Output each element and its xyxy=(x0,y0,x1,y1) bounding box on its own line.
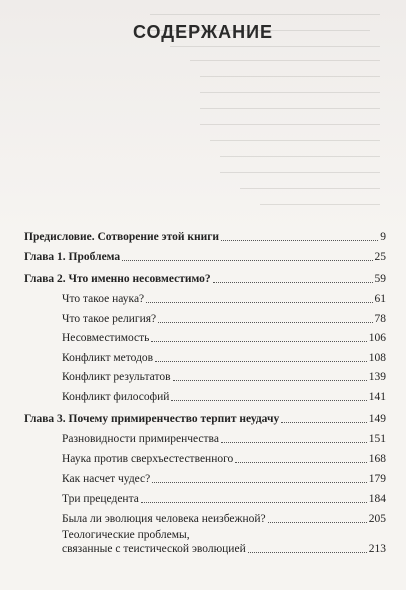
toc-entry-page: 139 xyxy=(368,371,386,383)
toc-entry-section[interactable] xyxy=(62,290,386,306)
dot-leader xyxy=(152,482,366,483)
toc-entry-section[interactable] xyxy=(62,510,386,526)
toc-entry-section-multiline[interactable] xyxy=(62,528,386,556)
toc-entry-label: Что такое наука? xyxy=(62,293,145,305)
toc-entry-page: 149 xyxy=(368,413,386,425)
toc-entry-label: Как насчет чудес? xyxy=(62,473,151,485)
toc-entry-chapter-2[interactable] xyxy=(24,270,386,286)
toc-entry-section[interactable] xyxy=(62,349,386,365)
toc-entry-page: 78 xyxy=(374,313,386,325)
toc-entry-section[interactable] xyxy=(62,430,386,446)
dot-leader xyxy=(268,522,367,523)
toc-entry-label: Конфликт методов xyxy=(62,352,154,364)
toc-entry-page: 106 xyxy=(368,332,386,344)
toc-entry-label-line1: Теологические проблемы, xyxy=(62,529,190,541)
dot-leader xyxy=(171,400,366,401)
toc-entry-label: Конфликт философий xyxy=(62,391,170,403)
toc-entry-page: 25 xyxy=(374,251,386,263)
dot-leader xyxy=(235,462,366,463)
toc-entry-page: 108 xyxy=(368,352,386,364)
toc-entry-chapter-3[interactable] xyxy=(24,410,386,426)
toc-entry-label: Три прецедента xyxy=(62,493,139,505)
dot-leader xyxy=(122,260,372,261)
toc-entry-section[interactable] xyxy=(62,450,386,466)
toc-entry-label: Конфликт результатов xyxy=(62,371,171,383)
toc-entry-label: Глава 3. Почему примиренчество терпит неудачу xyxy=(24,413,280,425)
dot-leader xyxy=(151,341,366,342)
dot-leader xyxy=(213,282,373,283)
toc-entry-page: 9 xyxy=(380,231,386,243)
toc-entry-chapter-1[interactable] xyxy=(24,248,386,264)
toc-entry-section[interactable] xyxy=(62,470,386,486)
toc-entry-page: 205 xyxy=(368,513,386,525)
toc-entry-section[interactable] xyxy=(62,310,386,326)
toc-entry-label: Предисловие. Сотворение этой книги xyxy=(24,231,220,243)
dot-leader xyxy=(281,422,367,423)
dot-leader xyxy=(146,302,372,303)
toc-entry-section[interactable] xyxy=(62,490,386,506)
toc-entry-page: 179 xyxy=(368,473,386,485)
toc-entry-page: 59 xyxy=(374,273,386,285)
toc-entry-label: Глава 1. Проблема xyxy=(24,251,121,263)
dot-leader xyxy=(221,240,378,241)
toc-entry-label: Наука против сверхъестественного xyxy=(62,453,234,465)
dot-leader xyxy=(173,380,367,381)
toc-entry-label: Несовместимость xyxy=(62,332,150,344)
toc-entry-page: 151 xyxy=(368,433,386,445)
toc-entry-page: 141 xyxy=(368,391,386,403)
dot-leader xyxy=(248,552,367,553)
toc-entry-page: 213 xyxy=(368,543,386,555)
dot-leader xyxy=(158,322,372,323)
toc-entry-label-line2-row xyxy=(62,542,386,556)
toc-entry-page: 168 xyxy=(368,453,386,465)
toc-entry-page: 61 xyxy=(374,293,386,305)
dot-leader xyxy=(141,502,367,503)
toc-entry-label: Разновидности примиренчества xyxy=(62,433,219,445)
toc-entry-label: Глава 2. Что именно несовместимо? xyxy=(24,273,211,285)
toc-entry-label: Была ли эволюция человека неизбежной? xyxy=(62,513,266,525)
toc-entry-page: 184 xyxy=(368,493,386,505)
toc-entry-section[interactable] xyxy=(62,368,386,384)
page-title: СОДЕРЖАНИЕ xyxy=(132,22,274,42)
toc-entry-section[interactable] xyxy=(62,329,386,345)
toc-entry-section[interactable] xyxy=(62,388,386,404)
dot-leader xyxy=(221,442,367,443)
dot-leader xyxy=(155,361,367,362)
toc-entry-preface[interactable] xyxy=(24,228,386,244)
toc-entry-label: Что такое религия? xyxy=(62,313,157,325)
toc-entry-label-line2: связанные с теистической эволюцией xyxy=(62,543,246,555)
